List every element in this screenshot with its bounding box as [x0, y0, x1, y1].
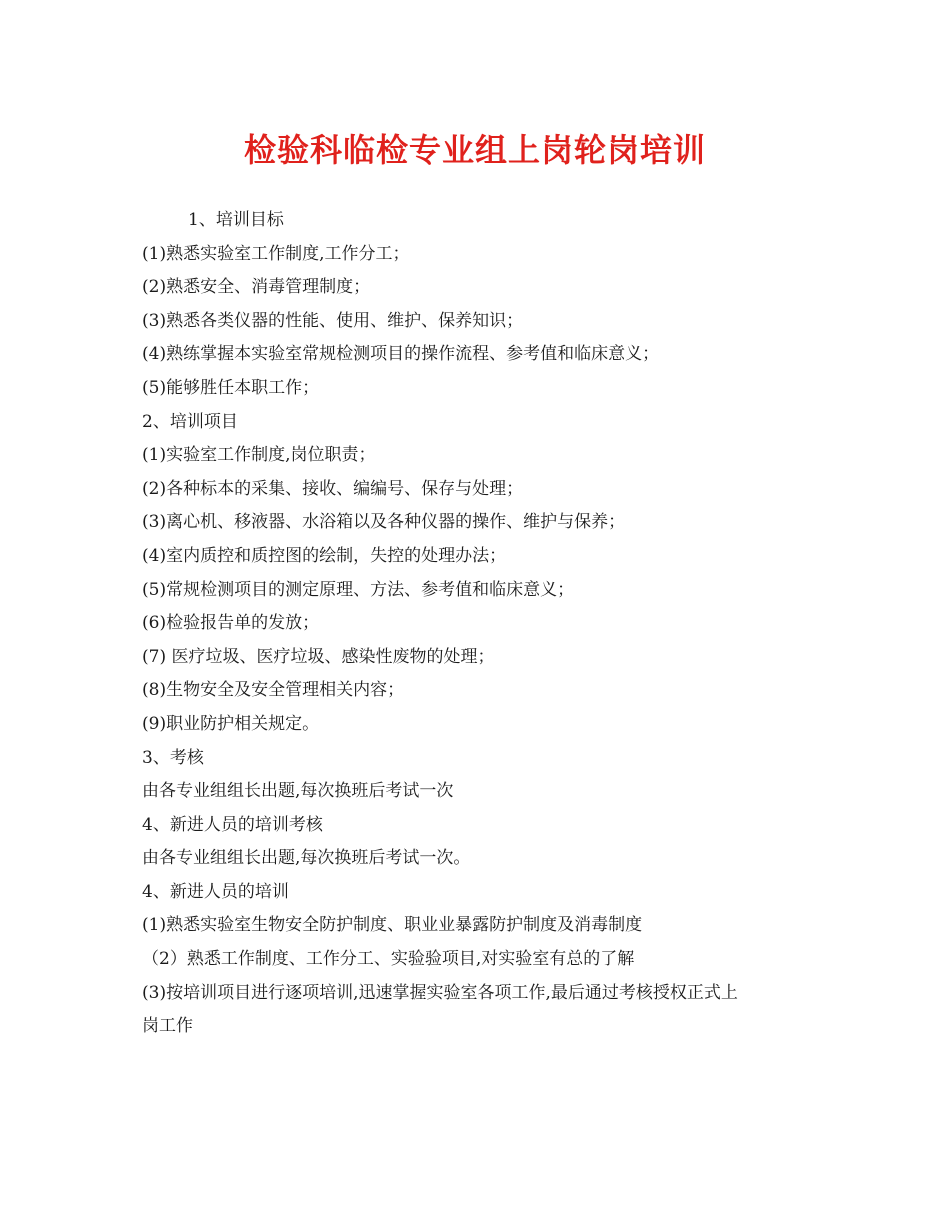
paragraph-line: (5)能够胜任本职工作；: [142, 377, 320, 398]
section-heading-training-goals: 1、培训目标: [188, 210, 284, 230]
paragraph-line: (5)常规检测项目的测定原理、方法、参考值和临床意义；: [142, 579, 575, 600]
paragraph-line: (2)熟悉安全、消毒管理制度；: [142, 277, 371, 298]
paragraph-line: 由各专业组组长出题,每次换班后考试一次: [142, 781, 454, 802]
section-heading-newcomer-assessment: 4、新进人员的培训考核: [142, 814, 323, 835]
paragraph-line: (1)熟悉实验室工作制度,工作分工；: [142, 243, 410, 264]
paragraph-line: 岗工作: [142, 1016, 193, 1037]
paragraph-line: (4)室内质控和质控图的绘制，失控的处理办法；: [142, 545, 507, 566]
document-body: [142, 204, 822, 1044]
paragraph-line: (3)离心机、移液器、水浴箱以及各种仪器的操作、维护与保养；: [142, 512, 626, 533]
paragraph-line: (6)检验报告单的发放；: [142, 613, 320, 634]
paragraph-line: (3)熟悉各类仪器的性能、使用、维护、保养知识；: [142, 310, 524, 331]
paragraph-line: (8)生物安全及安全管理相关内容；: [142, 680, 405, 701]
paragraph-line: 由各专业组组长出题,每次换班后考试一次。: [142, 848, 471, 869]
paragraph-line: (1)实验室工作制度,岗位职责；: [142, 445, 376, 466]
document-title: 检验科临检专业组上岗轮岗培训: [243, 131, 706, 169]
paragraph-line: (3)按培训项目进行逐项培训,迅速掌握实验室各项工作,最后通过考核授权正式上: [142, 982, 738, 1003]
paragraph-line: (2)各种标本的采集、接收、编编号、保存与处理；: [142, 478, 524, 499]
paragraph-line: (4)熟练掌握本实验室常规检测项目的操作流程、参考值和临床意义；: [142, 344, 660, 365]
section-heading-assessment: 3、考核: [142, 747, 204, 768]
paragraph-line: (1)熟悉实验室生物安全防护制度、职业业暴露防护制度及消毒制度: [142, 915, 643, 936]
section-heading-training-items: 2、培训项目: [142, 411, 238, 432]
paragraph-line: (7) 医疗垃圾、医疗垃圾、感染性废物的处理；: [142, 646, 495, 667]
section-heading-newcomer-training: 4、新进人员的培训: [142, 881, 289, 902]
paragraph-line: (9)职业防护相关规定。: [142, 713, 320, 734]
paragraph-line: （2）熟悉工作制度、工作分工、实验验项目,对实验室有总的了解: [142, 949, 635, 970]
